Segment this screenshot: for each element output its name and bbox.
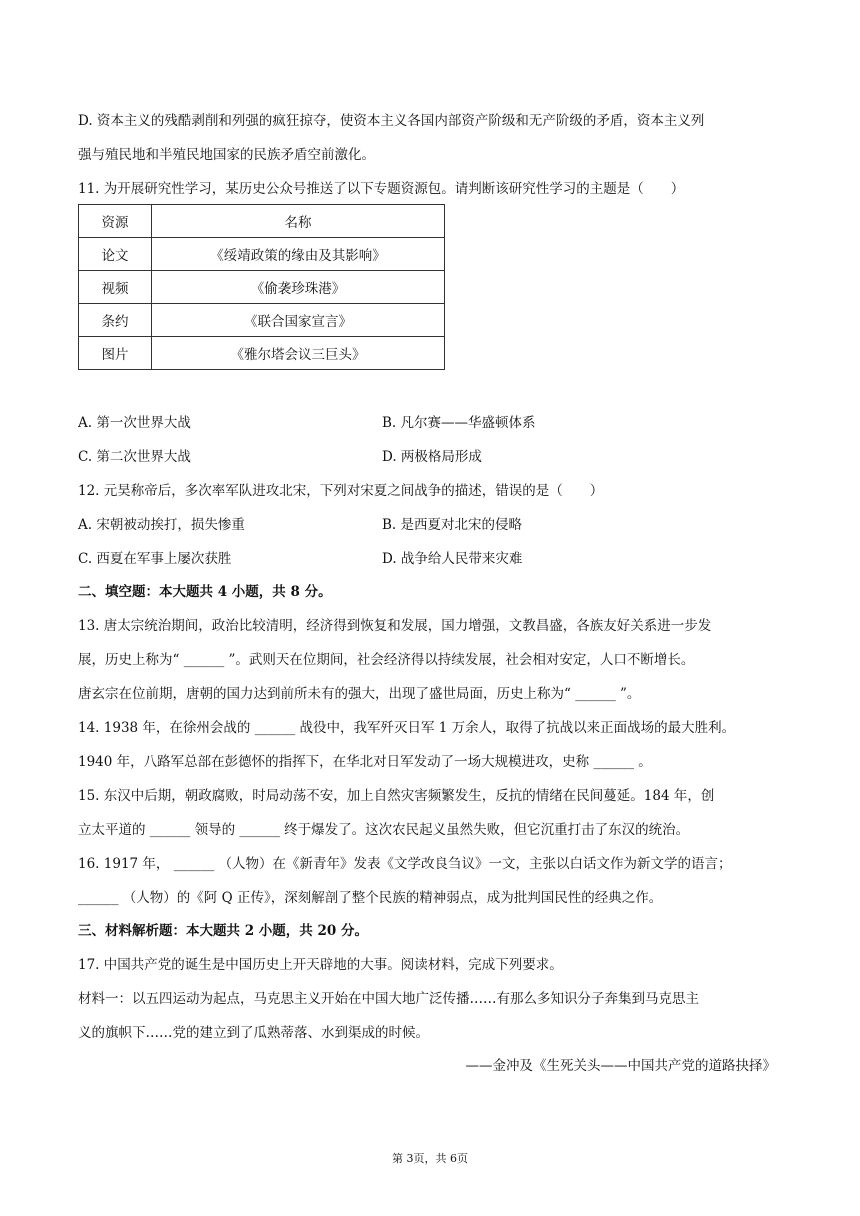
table-header-cell: 资源 [79,205,152,238]
q10-option-d-line2: 强与殖民地和半殖民地国家的民族矛盾空前激化。 [78,147,375,163]
table-cell: 图片 [79,337,152,370]
q12-stem: 12. 元昊称帝后，多次率军队进攻北宋，下列对宋夏之间战争的描述，错误的是（ ） [78,483,604,499]
table-cell: 论文 [79,238,152,271]
q15-line1: 15. 东汉中后期，朝政腐败，时局动荡不安，加上自然灾害频繁发生，反抗的情绪在民间蔓延。184 年，创 [78,788,715,804]
q11-option-b: B. 凡尔赛——华盛顿体系 [382,415,536,431]
page-footer: 第 3页，共 6页 [392,1152,468,1165]
table-row [79,337,445,370]
table-row [79,271,445,304]
table-header-row [79,205,445,238]
q13-line3: 唐玄宗在位前期，唐朝的国力达到前所未有的强大，出现了盛世局面，历史上称为“ ______ ”。 [78,686,641,702]
q11-option-a: A. 第一次世界大战 [78,415,191,431]
q17-source-citation: ——金冲及《生死关头——中国共产党的道路抉择》 [465,1058,776,1074]
q13-line1: 13. 唐太宗统治期间，政治比较清明，经济得到恢复和发展，国力增强，文教昌盛，各族友好关系进一步发 [78,618,712,634]
q14-line1: 14. 1938 年，在徐州会战的 ______ 战役中，我军歼灭日军 1 万余人，取得了抗战以来正面战场的最大胜利。 [78,720,736,736]
section-heading-fill-in: 二、填空题：本大题共 4 小题，共 8 分。 [78,584,332,600]
table-cell: 《偷袭珍珠港》 [152,271,445,304]
table-cell: 条约 [79,304,152,337]
q15-line2: 立太平道的 ______ 领导的 ______ 终于爆发了。这次农民起义虽然失败，但它沉重打击了东汉的统治。 [78,822,690,838]
q12-option-d: D. 战争给人民带来灾难 [382,551,523,567]
section-heading-material: 三、材料解析题：本大题共 2 小题，共 20 分。 [78,923,368,939]
q14-line2: 1940 年，八路军总部在彭德怀的指挥下，在华北对日军发动了一场大规模进攻，史称 ______ 。 [78,754,652,770]
table-row [79,304,445,337]
q13-line2: 展，历史上称为“ ______ ”。武则天在位期间，社会经济得以持续发展，社会相对安定，人口不断增长。 [78,652,695,668]
table-header-cell: 名称 [152,205,445,238]
table-cell: 视频 [79,271,152,304]
q10-option-d-line1: D. 资本主义的残酷剥削和列强的疯狂掠夺，使资本主义各国内部资产阶级和无产阶级的矛盾，资本主义列 [78,113,705,129]
q12-option-b: B. 是西夏对北宋的侵略 [382,517,523,533]
q16-line2: ______ （人物）的《阿 Q 正传》，深刻解剖了整个民族的精神弱点，成为批判国民性的经典之作。 [78,890,663,906]
q17-material1-line1: 材料一：以五四运动为起点，马克思主义开始在中国大地广泛传播……有那么多知识分子奔集到马克思主 [78,991,699,1007]
q12-option-a: A. 宋朝被动挨打，损失惨重 [78,517,245,533]
q11-option-c: C. 第二次世界大战 [78,449,191,465]
q17-material1-line2: 义的旗帜下……党的建立到了瓜熟蒂落、水到渠成的时候。 [78,1025,429,1041]
table-cell: 《联合国家宣言》 [152,304,445,337]
q12-option-c: C. 西夏在军事上屡次获胜 [78,551,232,567]
resource-table [78,204,445,370]
q11-option-d: D. 两极格局形成 [382,449,482,465]
table-row [79,238,445,271]
table-cell: 《绥靖政策的缘由及其影响》 [152,238,445,271]
q17-stem: 17. 中国共产党的诞生是中国历史上开天辟地的大事。阅读材料，完成下列要求。 [78,957,563,973]
q11-stem: 11. 为开展研究性学习，某历史公众号推送了以下专题资源包。请判断该研究性学习的主题是（ ） [78,181,685,197]
q16-line1: 16. 1917 年， ______ （人物）在《新青年》发表《文学改良刍议》一文，主张以白话文作为新文学的语言； [78,856,732,872]
table-cell: 《雅尔塔会议三巨头》 [152,337,445,370]
